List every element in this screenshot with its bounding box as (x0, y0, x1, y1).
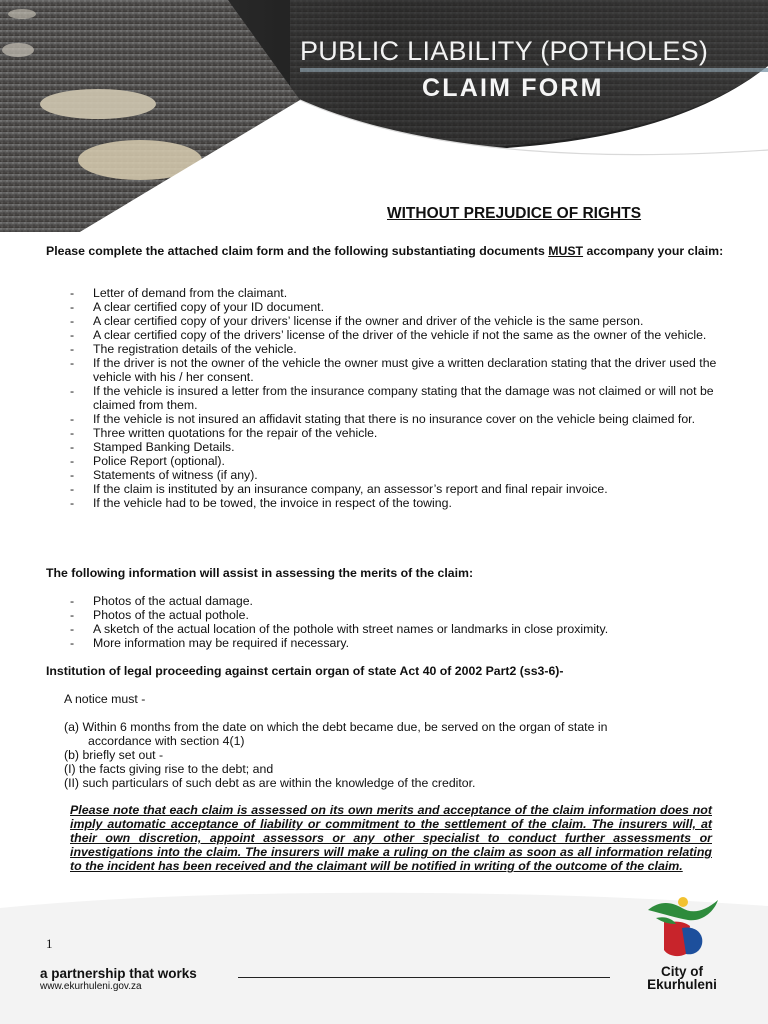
list-item: - Stamped Banking Details. (70, 440, 235, 454)
notice-item-a: (a) Within 6 months from the date on which the debt became due, be served on the organ of state in (64, 720, 608, 734)
list-item: - A clear certified copy of your ID document. (70, 300, 325, 314)
list-item: - If the vehicle had to be towed, the invoice in respect of the towing. (70, 496, 452, 510)
list-item: - More information may be required if necessary. (70, 636, 350, 650)
list-item: - A sketch of the actual location of the pothole with street names or landmarks in close proximity. (70, 622, 609, 636)
list-item: - Police Report (optional). (70, 454, 225, 468)
form-title: PUBLIC LIABILITY (POTHOLES) (300, 36, 709, 66)
without-prejudice-heading: WITHOUT PREJUDICE OF RIGHTS (387, 205, 642, 222)
intro-text-before: Please complete the attached claim form and the following substantiating documents (46, 244, 549, 258)
claim-disclaimer: Please note that each claim is assessed on its own merits and acceptance of the claim information does not imply automatic acceptance of liability or commitment to the settlement of the claim. The insurers will, at their own discretion, appoint assessors or any other specialist to conduct further assessments or investigations into the claim. The insurers will make a ruling on the claim as soon as all information relating to the incident has been received and the claimant will be notified in writing of the outcome of the claim. (70, 803, 712, 874)
list-item: - A clear certified copy of the drivers’ license of the driver of the vehicle if not the same as the owner of the vehicle. (70, 328, 707, 342)
list-item: - Statements of witness (if any). (70, 468, 258, 482)
list-item: - A clear certified copy of your drivers’ license if the owner and driver of the vehicle is the same person. (70, 314, 644, 328)
list-item: - If the vehicle is not insured an affidavit stating that there is no insurance cover on the vehicle being claimed for. (70, 412, 695, 426)
merits-heading: The following information will assist in assessing the merits of the claim: (46, 566, 474, 580)
merits-list (46, 594, 726, 650)
list-item: - Photos of the actual damage. (70, 594, 253, 608)
notice-item-i: (I) the facts giving rise to the debt; and (64, 762, 274, 776)
form-subtitle: CLAIM FORM (422, 74, 604, 102)
footer-divider (238, 977, 610, 978)
list-item: - Photos of the actual pothole. (70, 608, 249, 622)
puddle-1 (40, 89, 156, 119)
list-item: - If the vehicle is insured a letter from the insurance company stating that the damage was not claimed or will not be claimed from them. (70, 384, 714, 412)
intro-text-after: accompany your claim: (583, 244, 724, 258)
logo-line-2: Ekurhuleni (647, 977, 717, 992)
list-item: - The registration details of the vehicle. (70, 342, 297, 356)
logo-line-1: City of (661, 964, 703, 979)
intro-paragraph (46, 244, 736, 258)
list-item: - If the driver is not the owner of the vehicle the owner must give a written declaration stating that the driver used the vehicle with his / her consent. (70, 356, 717, 384)
notice-intro: A notice must - (64, 692, 146, 706)
list-item: - Letter of demand from the claimant. (70, 286, 288, 300)
city-of-ekurhuleni-logo-text (640, 965, 724, 991)
intro-must: MUST (548, 244, 584, 258)
footer-website: www.ekurhuleni.gov.za (40, 981, 142, 992)
page-number: 1 (46, 936, 53, 951)
list-item: - If the claim is instituted by an insurance company, an assessor’s report and final repair invoice. (70, 482, 608, 496)
list-item: - Three written quotations for the repair of the vehicle. (70, 426, 378, 440)
legal-heading: Institution of legal proceeding against certain organ of state Act 40 of 2002 Part2 (ss3-6)- (46, 664, 564, 678)
footer-tagline: a partnership that works (40, 966, 197, 981)
required-documents-list (46, 286, 726, 510)
notice-item-b: (b) briefly set out - (64, 748, 164, 762)
city-of-ekurhuleni-emblem-icon (642, 892, 724, 962)
notice-item-ii: (II) such particulars of such debt as are within the knowledge of the creditor. (64, 776, 476, 790)
notice-item-a-cont: accordance with section 4(1) (88, 734, 245, 748)
header-banner (0, 0, 768, 232)
